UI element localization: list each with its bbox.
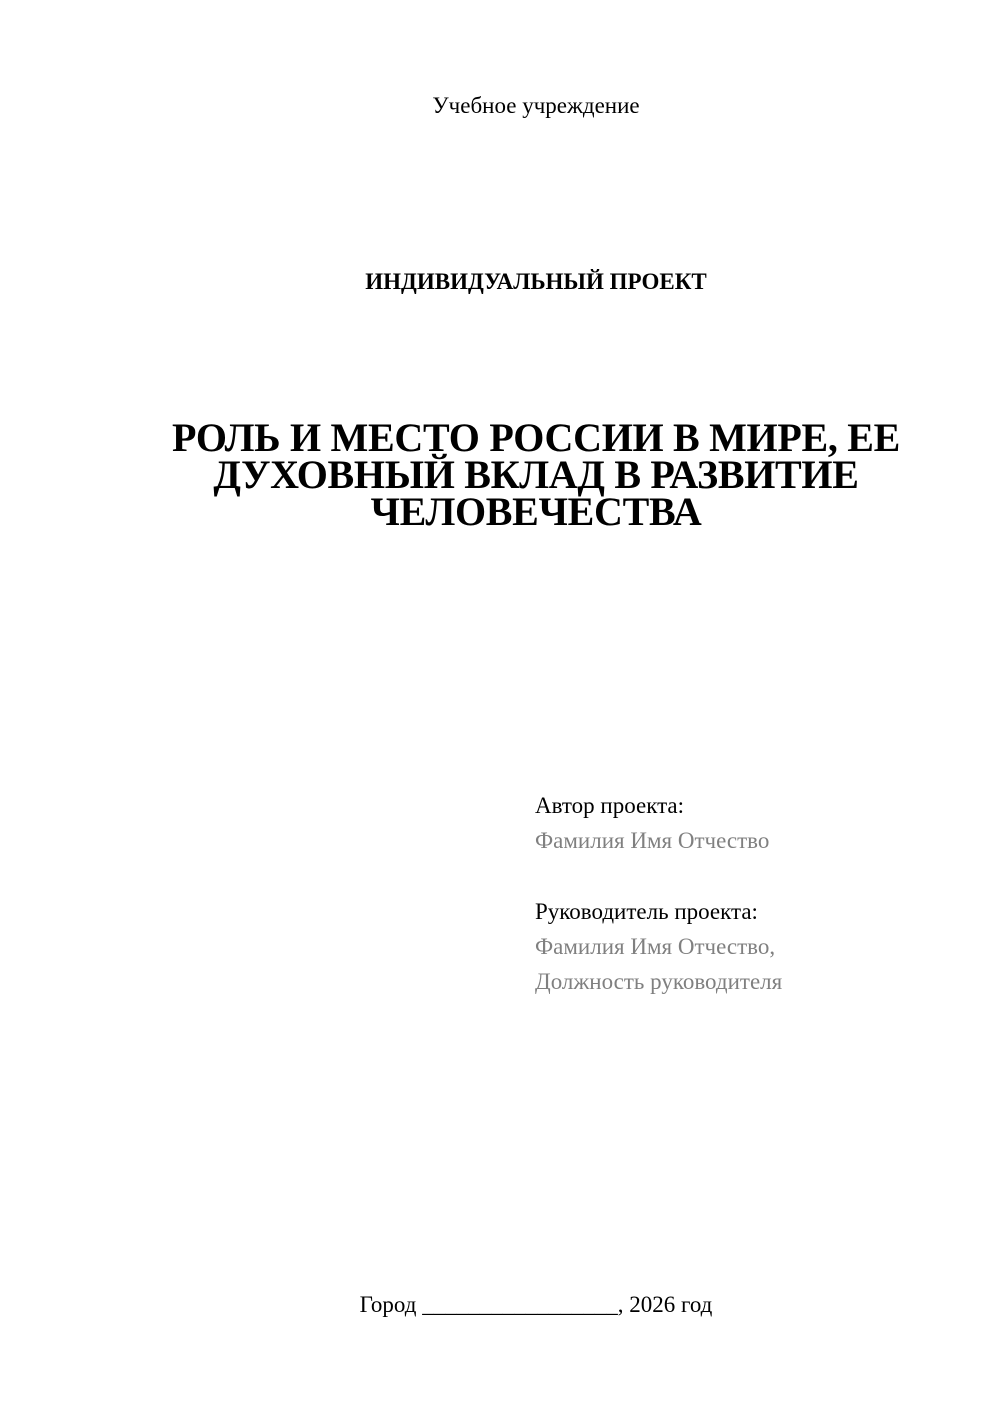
institution-name: Учебное учреждение [432,93,640,118]
project-title-line-2: ДУХОВНЫЙ ВКЛАД В РАЗВИТИЕ [213,452,859,497]
author-section [535,788,975,858]
supervisor-label: Руководитель проекта: [535,899,758,924]
project-title [150,415,922,534]
project-title-line-1: РОЛЬ И МЕСТО РОССИИ В МИРЕ, ЕЕ [171,415,901,460]
project-title-line-3: ЧЕЛОВЕЧЕСТВА [370,489,702,534]
supervisor-name: Фамилия Имя Отчество, [535,934,776,959]
city-year-footer: Город _________________, 2026 год [359,1292,713,1317]
author-label: Автор проекта: [535,793,684,818]
project-info-block [535,788,975,999]
author-name: Фамилия Имя Отчество [535,828,770,853]
supervisor-section [535,894,975,999]
document-type: ИНДИВИДУАЛЬНЫЙ ПРОЕКТ [365,269,707,294]
info-spacer [535,858,975,894]
supervisor-position: Должность руководителя [535,969,783,994]
